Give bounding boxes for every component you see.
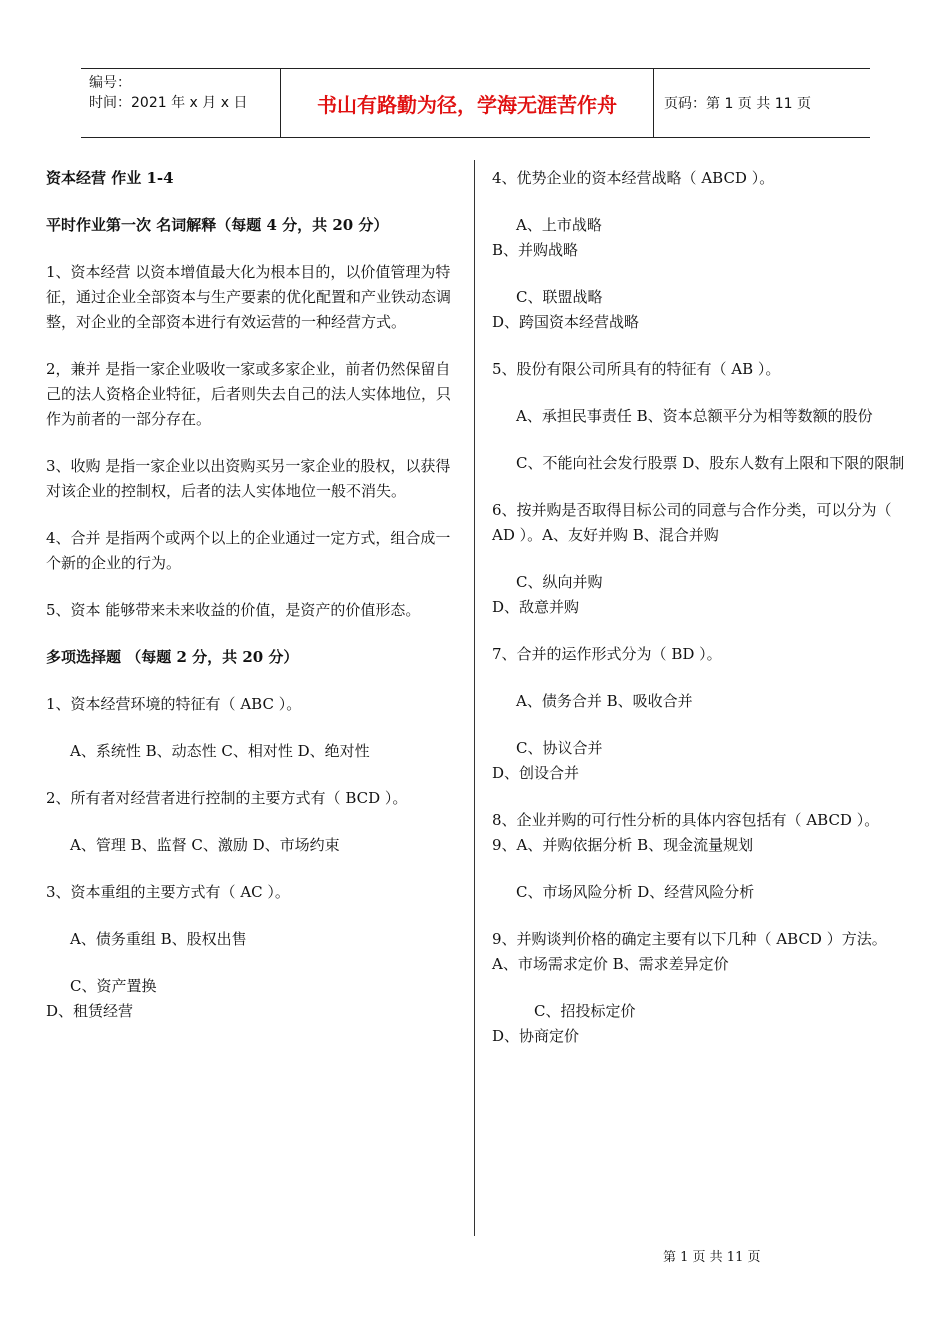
question-8-options-cd: C、市场风险分析 D、经营风险分析 (516, 883, 755, 901)
question-5: 5、股份有限公司所具有的特征有（ AB ）。 (492, 360, 781, 378)
question-7-option-d: D、创设合并 (492, 764, 580, 782)
question-7-options-ab: A、债务合并 B、吸收合并 (516, 692, 693, 710)
question-7-option-c: C、协议合并 (516, 739, 603, 757)
question-4: 4、优势企业的资本经营战略（ ABCD ）。 (492, 169, 775, 187)
question-2: 2、所有者对经营者进行控制的主要方式有（ BCD ）。 (46, 789, 408, 807)
question-4-option-c: C、联盟战略 (516, 288, 603, 306)
definition-2: 2，兼并 是指一家企业吸收一家或多家企业，前者仍然保留自己的法人资格企业特征，后者则失去自己的法人实体地位，只作为前者的一部分存在。 (46, 360, 452, 428)
question-3: 3、资本重组的主要方式有（ AC ）。 (46, 883, 290, 901)
section-definitions: 平时作业第一次 名词解释（每题 4 分，共 20 分） (46, 216, 389, 234)
question-4-option-a: A、上市战略 (516, 216, 602, 234)
question-9: 9、并购谈判价格的确定主要有以下几种（ ABCD ）方法。 A、市场需求定价 B、需求差异定价 (492, 930, 887, 973)
question-9-option-c: C、招投标定价 (534, 1002, 636, 1020)
definition-3: 3、收购 是指一家企业以出资购买另一家企业的股权，以获得对该企业的控制权，后者的法人实体地位一般不消失。 (46, 457, 451, 500)
question-7: 7、合并的运作形式分为（ BD ）。 (492, 645, 722, 663)
definition-4: 4、合并 是指两个或两个以上的企业通过一定方式，组合成一个新的企业的行为。 (46, 529, 451, 572)
question-9-option-d: D、协商定价 (492, 1027, 580, 1045)
definition-1: 1、资本经营 以资本增值最大化为根本目的，以价值管理为特征，通过企业全部资本与生产要素的优化配置和产业铁动态调整，对企业的全部资本进行有效运营的一种经营方式。 (46, 263, 452, 331)
motto: 书山有路勤为径，学海无涯苦作舟 (281, 69, 654, 137)
question-5-options-cd: C、不能向社会发行股票 D、股东人数有上限和下限的限制 (516, 454, 905, 472)
question-3-option-c: C、资产置换 (70, 977, 157, 995)
page-header (81, 68, 870, 138)
right-column (492, 166, 906, 1071)
question-5-options-ab: A、承担民事责任 B、资本总额平分为相等数额的股份 (516, 407, 873, 425)
question-3-option-d: D、租赁经营 (46, 1002, 134, 1020)
question-6-option-d: D、敌意并购 (492, 598, 580, 616)
question-3-option-ab: A、债务重组 B、股权出售 (70, 930, 247, 948)
question-8-options-ab: 9、A、并购依据分析 B、现金流量规划 (492, 836, 754, 854)
question-1: 1、资本经营环境的特征有（ ABC ）。 (46, 695, 302, 713)
left-column (46, 166, 451, 1046)
question-8: 8、企业并购的可行性分析的具体内容包括有（ ABCD ）。 (492, 811, 880, 829)
question-4-option-b: B、并购战略 (492, 241, 579, 259)
header-meta (81, 69, 281, 137)
time-label: 时间：2021 年 x 月 x 日 (89, 95, 248, 111)
question-6-option-c: C、纵向并购 (516, 573, 603, 591)
page-footer: 第 1 页 共 11 页 (663, 1250, 761, 1265)
number-label: 编号： (89, 75, 131, 91)
question-1-options: A、系统性 B、动态性 C、相对性 D、绝对性 (70, 742, 370, 760)
definition-5: 5、资本 能够带来未来收益的价值，是资产的价值形态。 (46, 601, 421, 619)
page-label: 页码：第 1 页 共 11 页 (664, 96, 811, 112)
question-2-options: A、管理 B、监督 C、激励 D、市场约束 (70, 836, 340, 854)
question-4-option-d: D、跨国资本经营战略 (492, 313, 640, 331)
column-divider (474, 160, 475, 1236)
section-multiple-choice: 多项选择题 （每题 2 分，共 20 分） (46, 648, 299, 666)
doc-title: 资本经营 作业 1-4 (46, 169, 174, 187)
question-6: 6、按并购是否取得目标公司的同意与合作分类，可以分为（ AD ）。A、友好并购 B、混合并购 (492, 501, 892, 544)
